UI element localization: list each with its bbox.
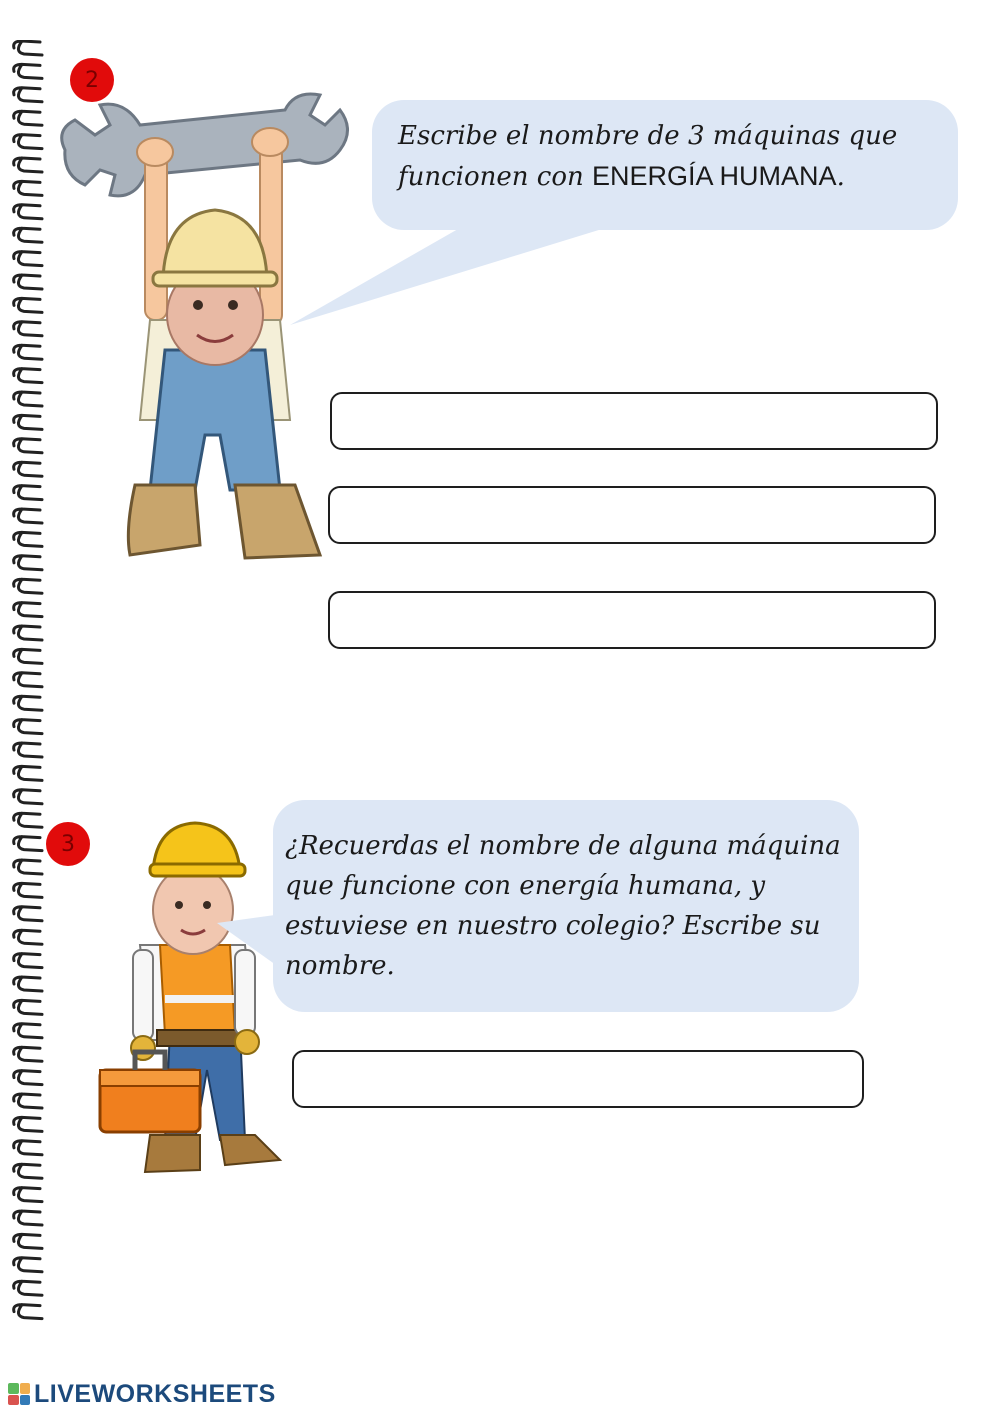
spiral-ring	[14, 345, 42, 359]
spiral-ring	[14, 626, 42, 640]
speech-bubble	[372, 100, 958, 230]
spiral-ring	[14, 392, 42, 406]
answer-field-3[interactable]	[328, 591, 936, 649]
spiral-ring	[14, 298, 42, 312]
spiral-ring	[14, 322, 42, 336]
spiral-ring	[14, 977, 42, 991]
spiral-ring	[14, 743, 42, 757]
speech-bubble-tail	[280, 225, 620, 335]
spiral-ring	[14, 1117, 42, 1131]
spiral-ring	[14, 720, 42, 734]
spiral-ring	[14, 181, 42, 195]
spiral-ring	[14, 1094, 42, 1108]
spiral-ring	[14, 556, 42, 570]
spiral-ring	[14, 860, 42, 874]
spiral-ring	[14, 1024, 42, 1038]
worker-with-toolbox-icon	[95, 820, 290, 1190]
exercise-prompt	[398, 116, 932, 197]
spiral-ring	[14, 1281, 42, 1295]
spiral-ring	[14, 135, 42, 149]
spiral-ring	[14, 158, 42, 172]
spiral-ring	[14, 1047, 42, 1061]
spiral-ring	[14, 275, 42, 289]
spiral-ring	[14, 1234, 42, 1248]
spiral-ring	[14, 1071, 42, 1085]
spiral-ring	[14, 1000, 42, 1014]
spiral-ring	[14, 41, 42, 55]
spiral-ring	[14, 228, 42, 242]
spiral-ring	[14, 954, 42, 968]
spiral-ring	[14, 462, 42, 476]
exercise-number-badge	[46, 822, 90, 866]
spiral-ring	[14, 930, 42, 944]
brand-name: LIVEWORKSHEETS	[34, 1379, 276, 1408]
spiral-ring	[14, 790, 42, 804]
speech-bubble	[273, 800, 859, 1012]
spiral-ring	[14, 532, 42, 546]
spiral-ring	[14, 64, 42, 78]
spiral-ring	[14, 1211, 42, 1225]
liveworksheets-logo-icon	[8, 1383, 30, 1405]
spiral-ring	[14, 88, 42, 102]
spiral-ring	[14, 439, 42, 453]
exercise-number: 2	[85, 67, 99, 93]
spiral-ring	[14, 766, 42, 780]
prompt-suffix: .	[836, 162, 845, 192]
speech-bubble-tail	[215, 915, 285, 985]
spiral-ring	[14, 1258, 42, 1272]
exercise-number: 3	[61, 831, 75, 857]
spiral-ring	[14, 509, 42, 523]
spiral-ring	[14, 907, 42, 921]
spiral-ring	[14, 673, 42, 687]
logo-square	[20, 1395, 31, 1406]
footer-branding	[8, 1380, 276, 1408]
exercise-prompt: ¿Recuerdas el nombre de alguna máquina que funcione con energía humana, y estuviese en nuestro colegio? Escribe su nombre.	[285, 831, 841, 981]
spiral-ring	[14, 1305, 42, 1319]
spiral-binding-icon	[8, 40, 48, 1330]
answer-field-2[interactable]	[328, 486, 936, 544]
spiral-ring	[14, 1141, 42, 1155]
logo-square	[8, 1383, 19, 1394]
spiral-ring	[14, 205, 42, 219]
spiral-ring	[14, 1164, 42, 1178]
prompt-emphasis: ENERGÍA HUMANA	[592, 161, 837, 191]
spiral-ring	[14, 696, 42, 710]
answer-field-1[interactable]	[292, 1050, 864, 1108]
spiral-ring	[14, 111, 42, 125]
spiral-ring	[14, 649, 42, 663]
spiral-ring	[14, 369, 42, 383]
logo-square	[8, 1395, 19, 1406]
spiral-ring	[14, 1188, 42, 1202]
spiral-ring	[14, 837, 42, 851]
spiral-ring	[14, 486, 42, 500]
answer-field-1[interactable]	[330, 392, 938, 450]
spiral-ring	[14, 813, 42, 827]
spiral-ring	[14, 252, 42, 266]
spiral-ring	[14, 415, 42, 429]
spiral-ring	[14, 603, 42, 617]
spiral-ring	[14, 883, 42, 897]
spiral-ring	[14, 579, 42, 593]
prompt-text: Escribe el nombre de 3 máquinas que funcionen con	[398, 121, 898, 192]
logo-square	[20, 1383, 31, 1394]
